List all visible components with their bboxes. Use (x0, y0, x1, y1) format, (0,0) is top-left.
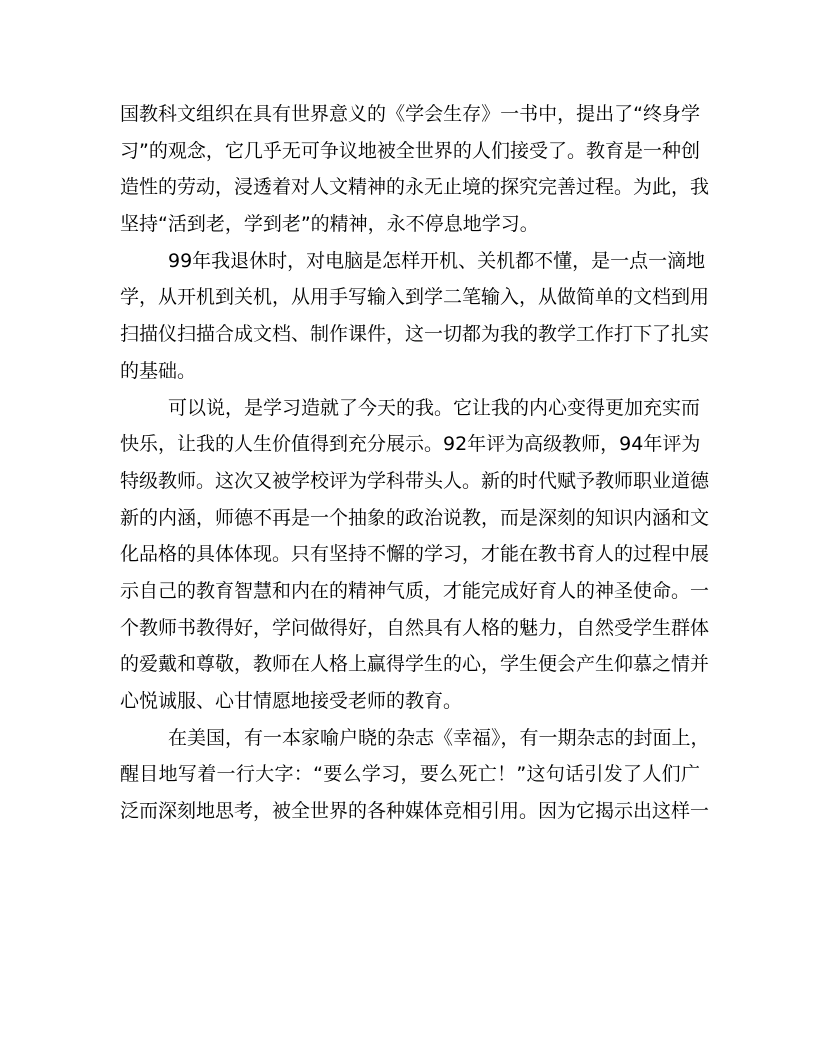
paragraph-4-line-3: 泛而深刻地思考，被全世界的各种媒体竞相引用。因为它揭示出这样一 (120, 800, 710, 823)
paragraph-3-line-3: 特级教师。这次又被学校评为学科带头人。新的时代赋予教师职业道德 (120, 469, 710, 492)
paragraph-3-line-1: 可以说，是学习造就了今天的我。它让我的内心变得更加充实而 (168, 396, 701, 419)
paragraph-3-line-5: 化品格的具体体现。只有坚持不懈的学习，才能在教书育人的过程中展 (120, 543, 710, 566)
paragraph-2-line-4: 的基础。 (120, 359, 197, 382)
paragraph-1-line-3: 造性的劳动，浸透着对人文精神的永无止境的探究完善过程。为此，我 (120, 176, 710, 199)
document-body (120, 96, 710, 830)
paragraph-3-line-4: 新的内涵，师德不再是一个抽象的政治说教，而是深刻的知识内涵和文 (120, 506, 710, 529)
paragraph-4-line-2: 醒目地写着一行大字：“要么学习，要么死亡！”这句话引发了人们广 (120, 763, 700, 786)
paragraph-1-line-2: 习”的观念，它几乎无可争议地被全世界的人们接受了。教育是一种创 (120, 139, 700, 162)
paragraph-3-line-8: 的爱戴和尊敬，教师在人格上赢得学生的心，学生便会产生仰慕之情并 (120, 653, 710, 676)
paragraph-3-line-2: 快乐，让我的人生价值得到充分展示。92年评为高级教师，94年评为 (120, 433, 701, 456)
paragraph-2-line-3: 扫描仪扫描合成文档、制作课件，这一切都为我的教学工作打下了扎实 (120, 323, 710, 346)
paragraph-3-line-7: 个教师书教得好，学问做得好，自然具有人格的魅力，自然受学生群体 (120, 616, 710, 639)
paragraph-4-line-1: 在美国，有一本家喻户晓的杂志《幸福》，有一期杂志的封面上， (168, 726, 710, 749)
paragraph-2-line-1: 99年我退休时，对电脑是怎样开机、关机都不懂，是一点一滴地 (168, 249, 706, 272)
paragraph-3-line-6: 示自己的教育智慧和内在的精神气质，才能完成好育人的神圣使命。一 (120, 579, 710, 602)
paragraph-1-line-4: 坚持“活到老，学到老”的精神，永不停息地学习。 (120, 213, 539, 236)
paragraph-2-line-2: 学，从开机到关机，从用手写输入到学二笔输入，从做简单的文档到用 (120, 286, 710, 309)
paragraph-1-line-1: 国教科文组织在具有世界意义的《学会生存》一书中，提出了“终身学 (120, 103, 700, 125)
paragraph-3-line-9: 心悦诚服、心甘情愿地接受老师的教育。 (120, 690, 463, 712)
